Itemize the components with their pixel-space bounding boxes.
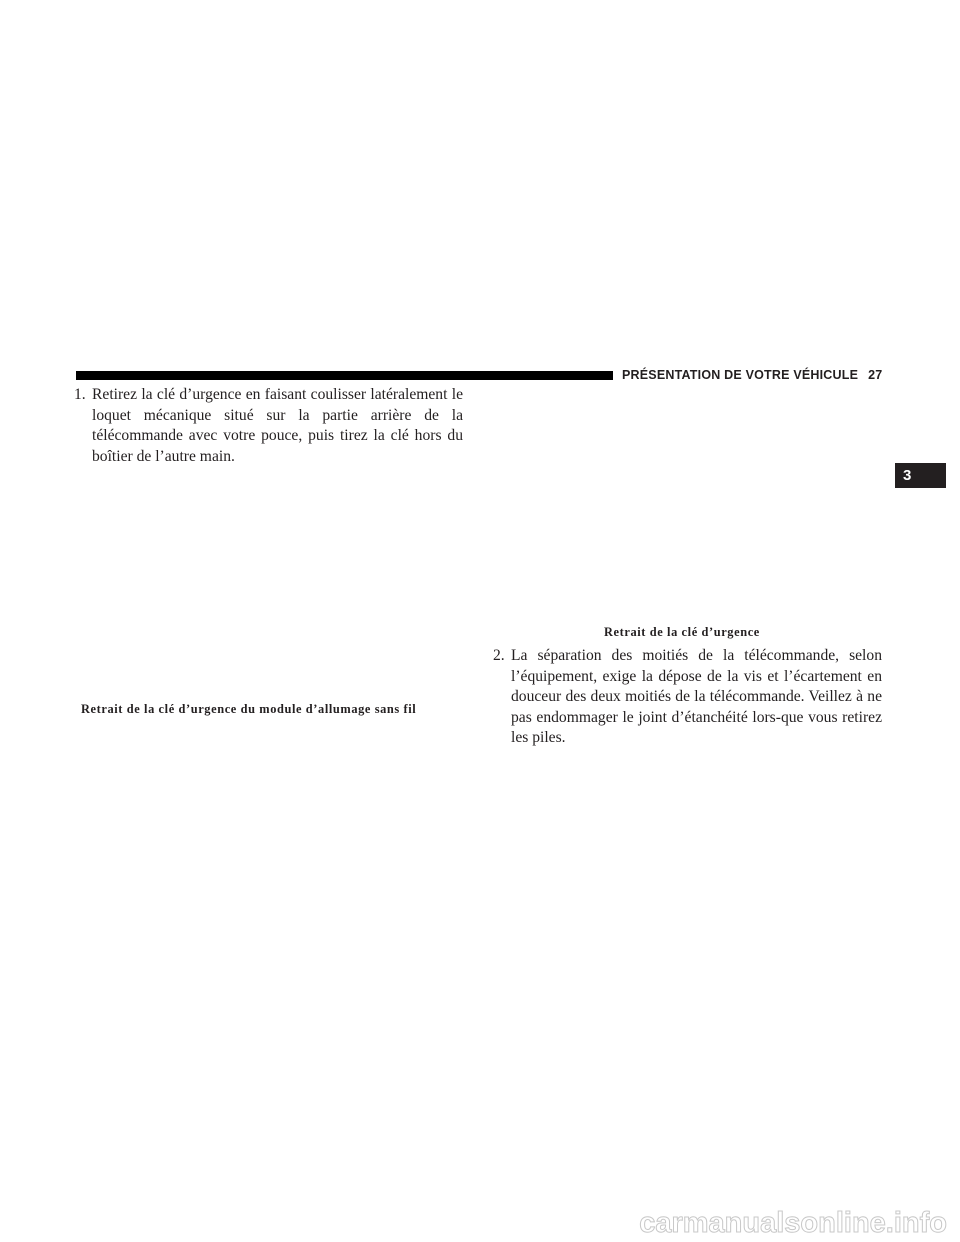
figure-emergency-key-removal-fob xyxy=(74,500,463,695)
step-text: La séparation des moitiés de la télécommande, selon l’équipement, exige la dépose de la vis et l’écartement en douceur des deux moitiés de la télécommande. Veillez à ne pas endommager le joint d’étanchéité lors-que vous retirez les piles. xyxy=(511,647,882,746)
running-header xyxy=(622,368,882,382)
page-number: 27 xyxy=(868,368,883,382)
chapter-tab[interactable] xyxy=(895,463,946,488)
figure-caption: Retrait de la clé d’urgence du module d’allumage sans fil xyxy=(81,702,417,716)
chapter-tab-label: 3 xyxy=(903,467,912,484)
watermark-text: carmanualsonline.info xyxy=(639,1207,947,1239)
instruction-step-2 xyxy=(493,646,882,749)
figure-emergency-key-removal xyxy=(493,390,882,620)
instruction-step-1 xyxy=(74,385,463,467)
section-title: PRÉSENTATION DE VOTRE VÉHICULE xyxy=(622,368,859,382)
header-rule xyxy=(76,371,613,380)
step-number: 1. xyxy=(74,386,86,403)
step-text: Retirez la clé d’urgence en faisant coulisser latéralement le loquet mécanique situé sur la partie arrière de la télécommande avec votre pouce, puis tirez la clé hors du boîtier de l’autre main. xyxy=(92,386,463,465)
step-number: 2. xyxy=(493,647,505,664)
figure-caption: Retrait de la clé d’urgence xyxy=(604,625,760,639)
